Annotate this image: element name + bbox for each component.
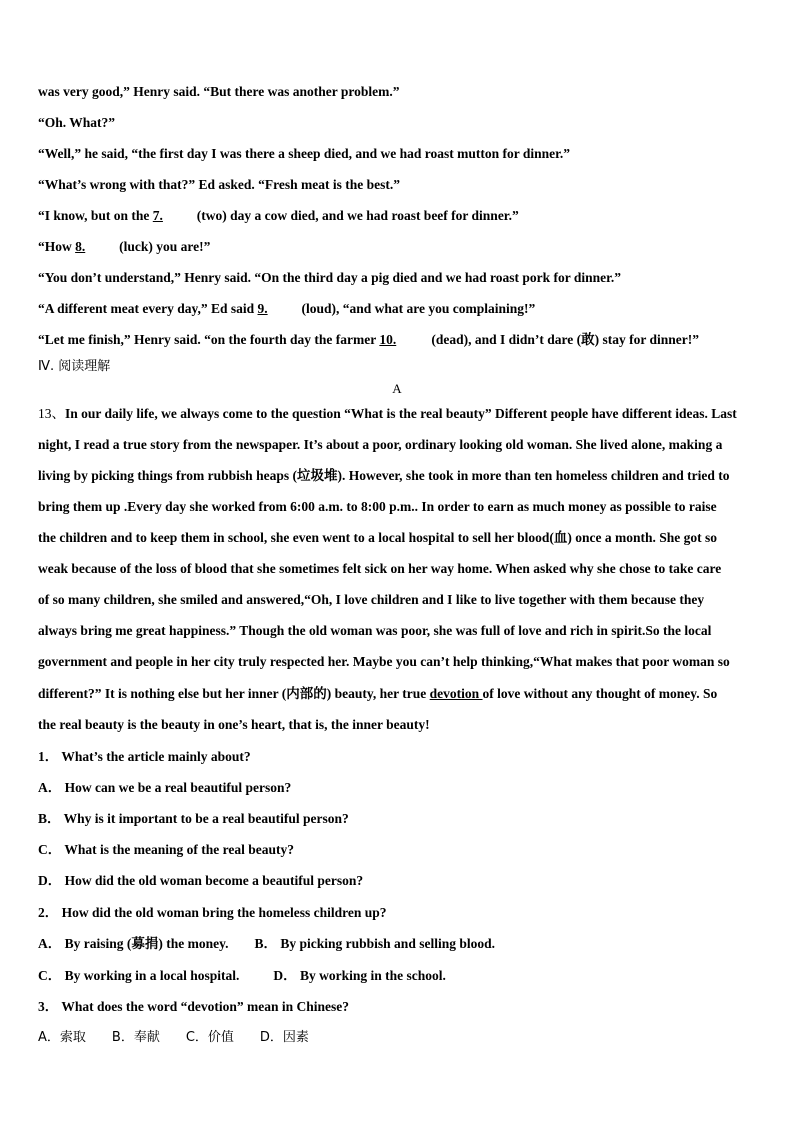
- blank-9-pre: “A different meat every day,” Ed said: [38, 301, 258, 316]
- blank-10-pre: “Let me finish,” Henry said. “on the fourth day the farmer: [38, 332, 380, 347]
- dialogue-line: “What’s wrong with that?” Ed asked. “Fresh meat is the best.”: [38, 177, 401, 192]
- q1-option-a[interactable]: A． How can we be a real beautiful person?: [38, 780, 292, 795]
- passage-line: always bring me great happiness.” Though the old woman was poor, she was full of love and rich in spirit.So the local: [38, 623, 712, 638]
- blank-9-post: (loud), “and what are you complaining!”: [301, 301, 536, 316]
- blank-8-post: (luck) you are!”: [119, 239, 211, 254]
- passage-text: In our daily life, we always come to the question “What is the real beauty” Different people have different ideas. Last: [65, 406, 737, 421]
- question-3-stem: 3． What does the word “devotion” mean in Chinese?: [38, 999, 350, 1014]
- blank-8-pre: “How: [38, 239, 76, 254]
- passage-line-devotion: [38, 684, 764, 704]
- blank-7-line: [38, 206, 764, 226]
- q2-option-c[interactable]: C． By working in a local hospital.: [38, 968, 240, 983]
- passage-label: A: [392, 381, 402, 396]
- q1-option-b[interactable]: B． Why is it important to be a real beautiful person?: [38, 811, 349, 826]
- devotion-word: devotion: [429, 686, 483, 701]
- dialogue-line: “You don’t understand,” Henry said. “On the third day a pig died and we had roast pork for dinner.”: [38, 270, 621, 285]
- dialogue-line: “Well,” he said, “the first day I was there a sheep died, and we had roast mutton for dinner.”: [38, 146, 571, 161]
- passage-line: living by picking things from rubbish heaps (垃圾堆). However, she took in more than ten homeless children and tried to: [38, 468, 730, 483]
- q2-option-a[interactable]: A． By raising (募捐) the money.: [38, 936, 229, 951]
- blank-7-post: (two) day a cow died, and we had roast beef for dinner.”: [196, 208, 519, 223]
- passage-line: night, I read a true story from the newspaper. It’s about a poor, ordinary looking old woman. She lived alone, making a: [38, 437, 723, 452]
- blank-9-line: [38, 299, 764, 319]
- passage-text: different?” It is nothing else but her inner (内部的) beauty, her true: [38, 686, 430, 701]
- q1-option-c[interactable]: C． What is the meaning of the real beauty?: [38, 842, 294, 857]
- question-1-stem: 1． What’s the article mainly about?: [38, 749, 251, 764]
- blank-8-line: [38, 237, 764, 257]
- passage-line: of so many children, she smiled and answered,“Oh, I love children and I like to live together with them because they: [38, 592, 705, 607]
- passage-line: the real beauty is the beauty in one’s heart, that is, the inner beauty!: [38, 717, 430, 732]
- q1-option-d[interactable]: D． How did the old woman become a beautiful person?: [38, 873, 364, 888]
- q3-options-row: [38, 1028, 764, 1048]
- q2-option-d[interactable]: D． By working in the school.: [273, 968, 446, 983]
- q3-option-d[interactable]: D．因素: [259, 1030, 309, 1045]
- q3-option-c[interactable]: C．价值: [185, 1030, 234, 1045]
- blank-7-pre: “I know, but on the: [38, 208, 153, 223]
- blank-10-line: [38, 330, 764, 350]
- blank-7-field[interactable]: 7.: [152, 208, 163, 223]
- blank-10-field[interactable]: 10.: [379, 332, 397, 347]
- q2-options-row-2: [38, 966, 764, 986]
- blank-10-post: (dead), and I didn’t dare (敢) stay for dinner!”: [431, 332, 700, 347]
- dialogue-line: “Oh. What?”: [38, 115, 116, 130]
- passage-line-1: [38, 404, 764, 424]
- passage-line: the children and to keep them in school, she even went to a local hospital to sell her blood(血) once a month. She got so: [38, 530, 718, 545]
- question-2-stem: 2． How did the old woman bring the homeless children up?: [38, 905, 387, 920]
- question-number: 13、: [38, 406, 65, 421]
- blank-9-field[interactable]: 9.: [257, 301, 268, 316]
- q2-options-row-1: [38, 934, 764, 954]
- q2-option-b[interactable]: B． By picking rubbish and selling blood.: [254, 936, 495, 951]
- blank-8-field[interactable]: 8.: [75, 239, 86, 254]
- passage-text: of love without any thought of money. So: [482, 686, 718, 701]
- passage-line: weak because of the loss of blood that she sometimes felt sick on her way home. When asked why she chose to take care: [38, 561, 722, 576]
- q3-option-b[interactable]: B．奉献: [111, 1030, 160, 1045]
- passage-line: government and people in her city truly respected her. Maybe you can’t help thinking,“What makes that poor woman so: [38, 654, 730, 669]
- dialogue-line: was very good,” Henry said. “But there was another problem.”: [38, 84, 400, 99]
- section-heading: Ⅳ. 阅读理解: [38, 359, 111, 374]
- q3-option-a[interactable]: A．索取: [38, 1030, 86, 1045]
- passage-line: bring them up .Every day she worked from 6:00 a.m. to 8:00 p.m.. In order to earn as much money as possible to raise: [38, 499, 717, 514]
